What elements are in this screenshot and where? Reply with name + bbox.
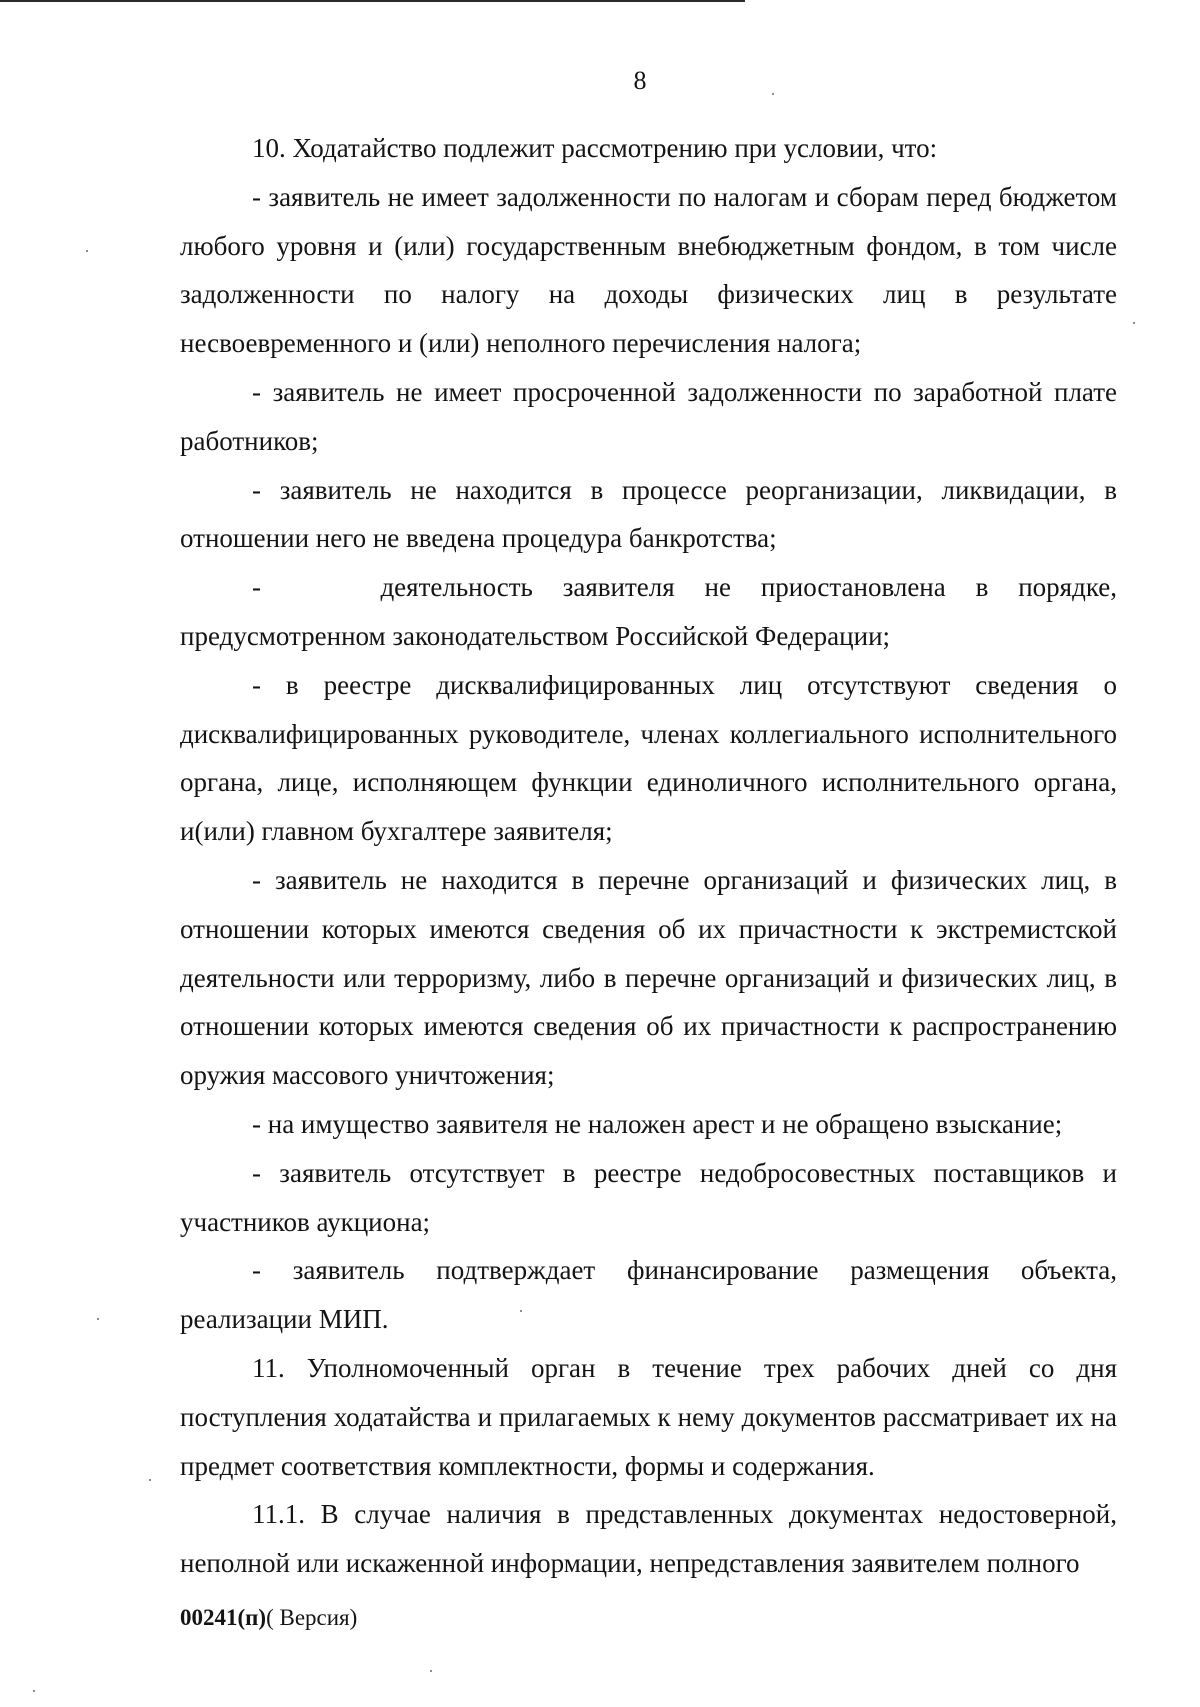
- scan-speck: [33, 1690, 35, 1692]
- footer: [180, 1604, 357, 1632]
- scan-speck: [97, 1318, 99, 1320]
- scan-speck: [86, 250, 88, 252]
- scan-speck: [1133, 322, 1135, 324]
- condition-no-tax-debt: - заявитель не имеет задолженности по налогам и сборам перед бюджетом любого уровня и (или) государственным внебюджетным фондом, в том числе задолженности по налогу на доходы физических лиц в результате несвоевременного и (или) неполного перечисления налога;: [180, 181, 1117, 359]
- top-rule: [0, 0, 745, 2]
- scan-speck: [149, 1479, 151, 1481]
- condition-financing-confirmed: - заявитель подтверждает финансирование размещения объекта, реализации МИП.: [180, 1255, 1117, 1335]
- scan-speck: [430, 1670, 432, 1672]
- document-body: [180, 124, 1117, 1588]
- condition-no-arrest: - на имущество заявителя не наложен арест и не обращено взыскание;: [252, 1108, 1063, 1139]
- paragraph-11: 11. Уполномоченный орган в течение трех рабочих дней со дня поступления ходатайства и прилагаемых к нему документов рассматривает их на предмет соответствия комплектности, формы и содержания.: [180, 1352, 1117, 1481]
- condition-no-wage-debt: - заявитель не имеет просроченной задолженности по заработной плате работников;: [180, 376, 1117, 456]
- page-number: 8: [633, 66, 647, 95]
- paragraph-10-intro: 10. Ходатайство подлежит рассмотрению при условии, что:: [252, 133, 938, 163]
- condition-no-disqualified: - в реестре дисквалифицированных лиц отсутствуют сведения о дисквалифицированных руководителе, членах коллегиального исполнительного органа, лице, исполняющем функции единоличного исполнительного органа, и(или) главном бухгалтере заявителя;: [180, 669, 1117, 847]
- scan-speck: [772, 93, 774, 95]
- condition-no-extremism: - заявитель не находится в перечне организаций и физических лиц, в отношении которых имеются сведения об их причастности к экстремистской деятельности или терроризму, либо в перечне организаций и физических лиц, в отношении которых имеются сведения об их причастности к распространению оружия массового уничтожения;: [180, 864, 1117, 1091]
- condition-not-suspended: - деятельность заявителя не приостановлена в порядке, предусмотренном законодательством Российской Федерации;: [180, 572, 1117, 651]
- condition-no-reorganization: - заявитель не находится в процессе реорганизации, ликвидации, в отношении него не введена процедура банкротства;: [180, 474, 1117, 554]
- paragraph-11-1: 11.1. В случае наличия в представленных документах недостоверной, неполной или искаженной информации, непредставления заявителем полного: [180, 1499, 1117, 1579]
- scan-speck: [520, 1310, 522, 1312]
- footer-document-code: 00241(п): [180, 1605, 267, 1630]
- footer-version: ( Версия): [266, 1605, 358, 1630]
- condition-not-in-unfair-register: - заявитель отсутствует в реестре недобросовестных поставщиков и участников аукциона;: [180, 1157, 1117, 1237]
